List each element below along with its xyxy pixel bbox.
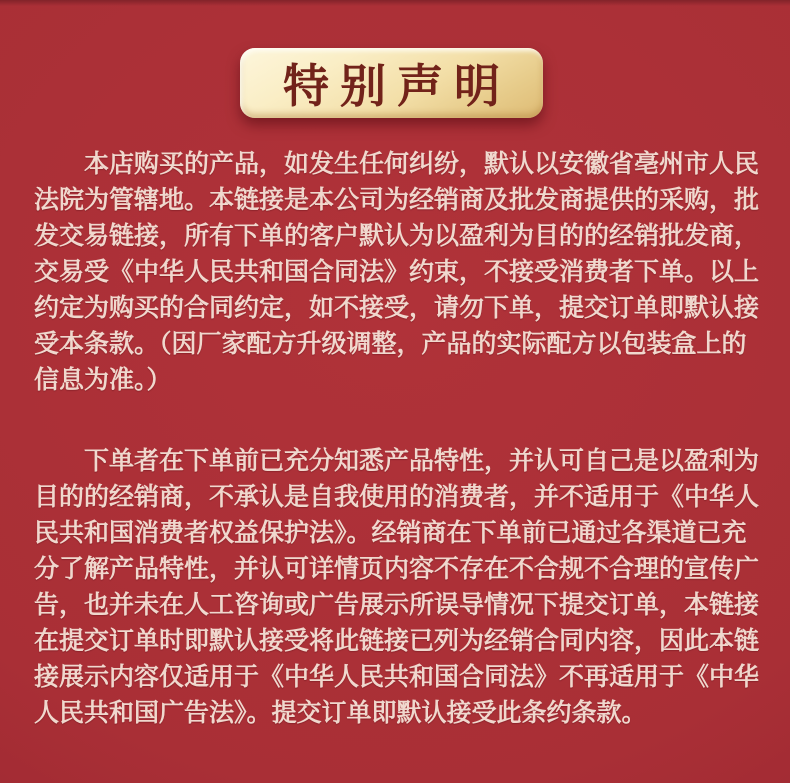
text-line: 人民共和国广告法》。提交订单即默认接受此条约条款。 xyxy=(34,699,647,727)
text-line: 民共和国消费者权益保护法》。经销商在下单前已通过各渠道已充 xyxy=(34,519,747,547)
text-line: 接展示内容仅适用于《中华人民共和国合同法》不再适用于《中华 xyxy=(34,663,760,691)
text-line: 分了解产品特性，并认可详情页内容不存在不合规不合理的宣传广 xyxy=(34,555,760,583)
title-banner xyxy=(240,48,543,118)
text-line: 本店购买的产品，如发生任何纠纷，默认以安徽省亳州市人民 xyxy=(84,150,760,178)
text-line: 下单者在下单前已充分知悉产品特性，并认可自己是以盈利为 xyxy=(84,447,760,475)
paragraph-1 xyxy=(34,146,760,398)
poster-title: 特别声明 xyxy=(283,60,511,112)
text-line: 告，也并未在人工咨询或广告展示所误导情况下提交订单，本链接 xyxy=(34,591,760,619)
paragraph-2 xyxy=(34,443,760,731)
statement-body xyxy=(34,146,760,731)
text-line: 受本条款。（因厂家配方升级调整，产品的实际配方以包装盒上的 xyxy=(34,330,747,358)
text-line: 在提交订单时即默认接受将此链接已列为经销合同内容，因此本链 xyxy=(34,627,760,655)
text-line: 目的的经销商，不承认是自我使用的消费者，并不适用于《中华人 xyxy=(34,483,760,511)
text-line: 发交易链接，所有下单的客户默认为以盈利为目的的经销批发商， xyxy=(34,222,760,250)
text-line: 约定为购买的合同约定，如不接受，请勿下单，提交订单即默认接 xyxy=(34,294,760,322)
text-line: 法院为管辖地。本链接是本公司为经销商及批发商提供的采购，批 xyxy=(34,186,760,214)
text-line: 信息为准。） xyxy=(34,366,172,394)
text-line: 交易受《中华人民共和国合同法》约束，不接受消费者下单。以上 xyxy=(34,258,760,286)
